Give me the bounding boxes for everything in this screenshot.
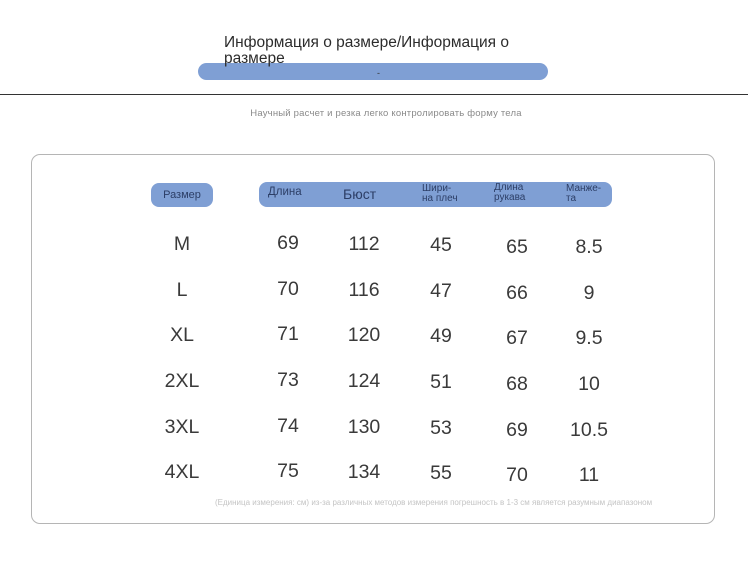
cell-bust: 116	[348, 279, 380, 301]
cell-size: 2XL	[164, 370, 200, 392]
cell-length: 74	[277, 415, 299, 437]
cell-sleeve: 69	[506, 419, 528, 441]
cell-size: L	[176, 279, 188, 301]
cell-sleeve: 67	[506, 327, 528, 349]
header-sleeve	[494, 183, 525, 203]
cell-shoulder: 55	[430, 462, 452, 484]
cell-cuff: 10	[578, 373, 600, 395]
header-bust: Бюст	[343, 186, 377, 202]
header-shoulder-line1: Шири-	[422, 183, 452, 194]
cell-sleeve: 65	[506, 236, 528, 258]
header-size: Размер	[163, 189, 201, 201]
divider-line	[0, 94, 748, 95]
cell-shoulder: 53	[430, 417, 452, 439]
header-cuff	[566, 184, 601, 204]
cell-sleeve: 70	[506, 464, 528, 486]
cell-length: 70	[277, 278, 299, 300]
cell-bust: 134	[347, 461, 381, 483]
cell-cuff: 8.5	[575, 236, 603, 258]
cell-size: 3XL	[164, 416, 200, 438]
cell-size: 4XL	[164, 461, 200, 483]
cell-bust: 130	[347, 416, 381, 438]
cell-length: 75	[277, 460, 299, 482]
cell-sleeve: 68	[506, 373, 528, 395]
cell-length: 71	[277, 323, 299, 345]
header-cuff-line1: Манже-	[566, 183, 602, 194]
header-shoulder-line2: на плеч	[422, 193, 458, 204]
cell-sleeve: 66	[506, 282, 528, 304]
header-sleeve-line1: Длина	[494, 182, 524, 193]
title-bar-mark: -	[377, 68, 380, 78]
cell-length: 73	[277, 369, 299, 391]
cell-shoulder: 45	[430, 234, 452, 256]
header-cuff-line2: та	[566, 193, 577, 204]
cell-shoulder: 49	[430, 325, 452, 347]
cell-bust: 120	[347, 324, 381, 346]
cell-cuff: 9	[583, 282, 595, 304]
cell-size: XL	[170, 324, 194, 346]
header-sleeve-line2: рукава	[494, 192, 526, 203]
cell-length: 69	[277, 232, 299, 254]
cell-shoulder: 47	[430, 280, 452, 302]
page-title: Информация о размере/Информация о размере	[224, 34, 509, 67]
cell-shoulder: 51	[430, 371, 452, 393]
cell-size: M	[173, 233, 191, 255]
cell-cuff: 9.5	[575, 327, 603, 349]
cell-bust: 124	[347, 370, 381, 392]
cell-cuff: 10.5	[570, 419, 608, 441]
cell-cuff: 11	[578, 464, 600, 486]
measurement-note: (Единица измерения: см) из-за различных методов измерения погрешность в 1-3 см является разумным диапазоном	[215, 498, 653, 507]
header-shoulder	[422, 184, 458, 204]
subtitle: Научный расчет и резка легко контролировать форму тела	[250, 108, 522, 119]
header-length: Длина	[268, 186, 302, 198]
cell-bust: 112	[348, 233, 380, 255]
